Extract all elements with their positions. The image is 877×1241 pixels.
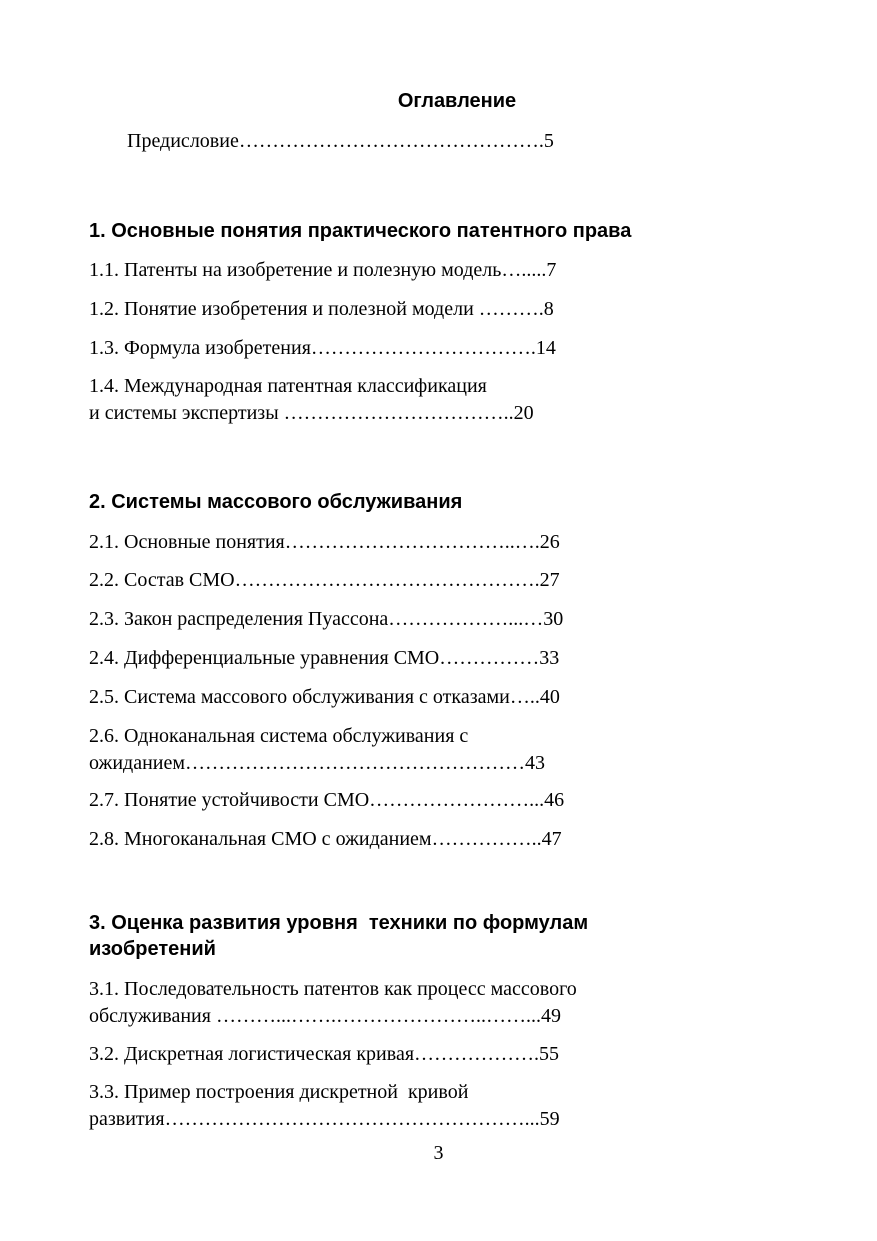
toc-entry-3-2: 3.2. Дискретная логистическая кривая……………….55 bbox=[89, 1043, 560, 1065]
page-number: 3 bbox=[433, 1142, 444, 1164]
section-2-title: 2. Системы массового обслуживания bbox=[89, 491, 463, 513]
toc-entry-2-4: 2.4. Дифференциальные уравнения СМО……………33 bbox=[89, 647, 560, 669]
toc-entry-3-3: 3.3. Пример построения дискретной кривой развития………………………………………………...59 bbox=[89, 1081, 560, 1130]
toc-entry-2-7: 2.7. Понятие устойчивости СМО……………………...46 bbox=[89, 789, 565, 811]
toc-entry-preface: Предисловие……………………………………….5 bbox=[127, 130, 554, 152]
toc-entry-1-1: 1.1. Патенты на изобретение и полезную модель….....7 bbox=[89, 259, 557, 281]
toc-entry-1-3: 1.3. Формула изобретения…………………………….14 bbox=[89, 337, 556, 359]
toc-entry-1-2: 1.2. Понятие изобретения и полезной модели ……….8 bbox=[89, 298, 554, 320]
toc-entry-2-1: 2.1. Основные понятия……………………………..….26 bbox=[89, 531, 560, 553]
toc-title: Оглавление bbox=[397, 90, 517, 112]
toc-entry-2-2: 2.2. Состав СМО……………………………………….27 bbox=[89, 569, 560, 591]
section-3-title: 3. Оценка развития уровня техники по формулам изобретений bbox=[89, 912, 589, 960]
toc-entry-1-4: 1.4. Международная патентная классификация и системы экспертизы ……………………………..20 bbox=[89, 375, 534, 424]
section-1-title: 1. Основные понятия практического патентного права bbox=[89, 220, 632, 242]
toc-entry-2-6: 2.6. Одноканальная система обслуживания с ожиданием……………………………………………43 bbox=[89, 725, 546, 774]
toc-entry-3-1: 3.1. Последовательность патентов как процесс массового обслуживания ………...…….…………………..……...49 bbox=[89, 978, 577, 1027]
toc-entry-2-3: 2.3. Закон распределения Пуассона………………...…30 bbox=[89, 608, 564, 630]
toc-entry-2-5: 2.5. Система массового обслуживания с отказами…..40 bbox=[89, 686, 560, 708]
toc-entry-2-8: 2.8. Многоканальная СМО с ожиданием……………..47 bbox=[89, 828, 562, 850]
